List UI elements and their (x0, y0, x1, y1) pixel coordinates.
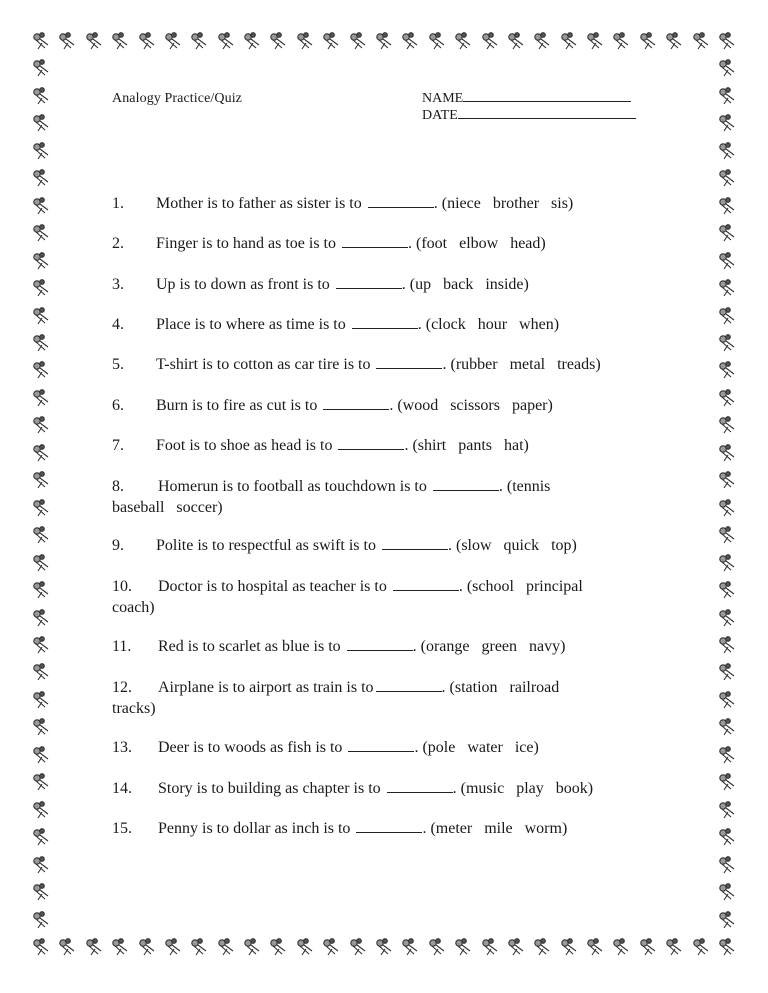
flower-motif-icon (716, 826, 738, 848)
question-number: 6. (112, 397, 124, 414)
question-number: 8. (112, 478, 124, 495)
flower-motif-icon (347, 936, 369, 958)
flower-motif-icon (716, 387, 738, 409)
answer-blank[interactable] (393, 576, 459, 591)
flower-motif-icon (399, 30, 421, 52)
flower-motif-icon (716, 909, 738, 931)
answer-blank[interactable] (387, 778, 453, 793)
flower-motif-icon (716, 414, 738, 436)
question-number: 11. (112, 638, 132, 655)
name-line[interactable] (463, 89, 631, 102)
flower-motif-icon (30, 661, 52, 683)
flower-motif-icon (188, 30, 210, 52)
flower-motif-icon (716, 222, 738, 244)
flower-motif-icon (320, 30, 342, 52)
question-10: 10. Doctor is to hospital as teacher is to . (school principal coach) (112, 578, 583, 616)
answer-options: (rubber metal treads) (450, 356, 601, 373)
flower-motif-icon (30, 85, 52, 107)
answer-options-continued: coach) (112, 599, 155, 616)
flower-motif-icon (30, 936, 52, 958)
flower-motif-icon (690, 30, 712, 52)
flower-motif-icon (241, 936, 263, 958)
question-stem: Deer is to woods as fish is to (158, 739, 343, 756)
flower-motif-icon (347, 30, 369, 52)
flower-motif-icon (30, 552, 52, 574)
flower-motif-icon (30, 222, 52, 244)
flower-motif-icon (56, 30, 78, 52)
flower-motif-icon (505, 30, 527, 52)
flower-motif-icon (83, 30, 105, 52)
flower-motif-icon (716, 112, 738, 134)
answer-options: (school principal (466, 578, 583, 595)
question-13: 13. Deer is to woods as fish is to . (pole water ice) (112, 739, 539, 756)
flower-motif-icon (558, 30, 580, 52)
answer-blank[interactable] (323, 395, 389, 410)
name-label: NAME (422, 91, 464, 106)
flower-motif-icon (716, 195, 738, 217)
flower-motif-icon (109, 936, 131, 958)
question-stem: Polite is to respectful as swift is to (156, 537, 376, 554)
flower-motif-icon (663, 30, 685, 52)
flower-motif-icon (30, 826, 52, 848)
flower-motif-icon (716, 634, 738, 656)
name-field[interactable] (422, 89, 631, 107)
answer-blank[interactable] (347, 636, 413, 651)
flower-motif-icon (637, 936, 659, 958)
answer-options: (meter mile worm) (430, 820, 568, 837)
flower-motif-icon (637, 30, 659, 52)
flower-motif-icon (716, 579, 738, 601)
flower-motif-icon (109, 30, 131, 52)
flower-motif-icon (716, 359, 738, 381)
answer-options: (slow quick top) (455, 537, 577, 554)
flower-motif-icon (716, 661, 738, 683)
flower-motif-icon (373, 30, 395, 52)
question-11: 11. Red is to scarlet as blue is to . (orange green navy) (112, 638, 566, 655)
question-number: 4. (112, 316, 124, 333)
question-8: 8. Homerun is to football as touchdown is to . (tennis baseball soccer) (112, 478, 551, 516)
question-9: 9. Polite is to respectful as swift is to . (slow quick top) (112, 537, 577, 554)
question-number: 13. (112, 739, 132, 756)
flower-motif-icon (716, 607, 738, 629)
answer-blank[interactable] (356, 818, 422, 833)
question-stem: Foot is to shoe as head is to (156, 437, 333, 454)
question-stem: Up is to down as front is to (156, 276, 330, 293)
question-1: 1. Mother is to father as sister is to . (niece brother sis) (112, 195, 574, 212)
flower-motif-icon (215, 936, 237, 958)
flower-motif-icon (30, 881, 52, 903)
question-number: 12. (112, 679, 132, 696)
flower-motif-icon (30, 195, 52, 217)
answer-options: (shirt pants hat) (412, 437, 529, 454)
answer-blank[interactable] (338, 435, 404, 450)
question-number: 14. (112, 780, 132, 797)
flower-motif-icon (30, 277, 52, 299)
flower-motif-icon (716, 716, 738, 738)
flower-motif-icon (716, 305, 738, 327)
flower-motif-icon (610, 30, 632, 52)
flower-motif-icon (241, 30, 263, 52)
question-12: 12. Airplane is to airport as train is to . (station railroad tracks) (112, 679, 560, 717)
flower-motif-icon (30, 799, 52, 821)
flower-motif-icon (558, 936, 580, 958)
answer-blank[interactable] (348, 737, 414, 752)
flower-motif-icon (716, 881, 738, 903)
question-stem: T-shirt is to cotton as car tire is to (156, 356, 371, 373)
question-number: 2. (112, 235, 124, 252)
question-3: 3. Up is to down as front is to . (up back inside) (112, 276, 529, 293)
flower-motif-icon (716, 332, 738, 354)
answer-options: (pole water ice) (422, 739, 539, 756)
answer-blank[interactable] (382, 535, 448, 550)
flower-motif-icon (30, 634, 52, 656)
question-number: 3. (112, 276, 124, 293)
flower-motif-icon (716, 497, 738, 519)
flower-motif-icon (30, 57, 52, 79)
flower-motif-icon (30, 167, 52, 189)
flower-motif-icon (30, 112, 52, 134)
answer-blank[interactable] (352, 314, 418, 329)
flower-motif-icon (30, 607, 52, 629)
flower-motif-icon (426, 936, 448, 958)
flower-motif-icon (610, 936, 632, 958)
flower-motif-icon (30, 689, 52, 711)
flower-motif-icon (56, 936, 78, 958)
flower-motif-icon (716, 167, 738, 189)
flower-motif-icon (30, 387, 52, 409)
flower-motif-icon (716, 85, 738, 107)
answer-options: (foot elbow head) (415, 235, 546, 252)
flower-motif-icon (716, 250, 738, 272)
flower-motif-icon (30, 140, 52, 162)
flower-motif-icon (426, 30, 448, 52)
flower-motif-icon (716, 799, 738, 821)
answer-blank[interactable] (342, 233, 408, 248)
answer-options: (niece brother sis) (441, 195, 574, 212)
question-stem: Penny is to dollar as inch is to (158, 820, 351, 837)
question-stem: Place is to where as time is to (156, 316, 346, 333)
date-field[interactable] (422, 106, 636, 124)
page-title: Analogy Practice/Quiz (112, 91, 243, 106)
flower-motif-icon (30, 332, 52, 354)
question-7: 7. Foot is to shoe as head is to . (shirt pants hat) (112, 437, 529, 454)
flower-motif-icon (320, 936, 342, 958)
answer-options-continued: tracks) (112, 700, 156, 717)
flower-motif-icon (716, 277, 738, 299)
answer-options: (station railroad (449, 679, 560, 696)
flower-motif-icon (30, 250, 52, 272)
question-stem: Burn is to fire as cut is to (156, 397, 318, 414)
answer-options-continued: baseball soccer) (112, 499, 223, 516)
flower-motif-icon (30, 497, 52, 519)
flower-motif-icon (716, 57, 738, 79)
flower-motif-icon (716, 469, 738, 491)
flower-motif-icon (716, 771, 738, 793)
flower-motif-icon (30, 469, 52, 491)
answer-options: (wood scissors paper) (397, 397, 553, 414)
flower-motif-icon (30, 744, 52, 766)
question-number: 9. (112, 537, 124, 554)
flower-motif-icon (30, 854, 52, 876)
question-2: 2. Finger is to hand as toe is to . (foot elbow head) (112, 235, 546, 252)
flower-motif-icon (162, 936, 184, 958)
flower-motif-icon (716, 689, 738, 711)
answer-blank[interactable] (376, 354, 442, 369)
flower-motif-icon (294, 936, 316, 958)
answer-blank[interactable] (368, 193, 434, 208)
flower-motif-icon (716, 442, 738, 464)
flower-motif-icon (479, 936, 501, 958)
question-stem: Story is to building as chapter is to (158, 780, 381, 797)
flower-motif-icon (294, 30, 316, 52)
flower-motif-icon (188, 936, 210, 958)
question-number: 10. (112, 578, 132, 595)
flower-motif-icon (663, 936, 685, 958)
flower-motif-icon (30, 579, 52, 601)
question-number: 7. (112, 437, 124, 454)
question-stem: Airplane is to airport as train is to (158, 679, 374, 696)
flower-motif-icon (716, 854, 738, 876)
question-stem: Red is to scarlet as blue is to (158, 638, 341, 655)
question-stem: Finger is to hand as toe is to (156, 235, 336, 252)
question-14: 14. Story is to building as chapter is to . (music play book) (112, 780, 594, 797)
flower-motif-icon (30, 442, 52, 464)
question-number: 1. (112, 195, 124, 212)
flower-motif-icon (30, 359, 52, 381)
flower-motif-icon (30, 716, 52, 738)
question-6: 6. Burn is to fire as cut is to . (wood scissors paper) (112, 397, 553, 414)
flower-motif-icon (479, 30, 501, 52)
flower-motif-icon (531, 936, 553, 958)
flower-motif-icon (690, 936, 712, 958)
date-label: DATE (422, 108, 458, 123)
question-4: 4. Place is to where as time is to . (clock hour when) (112, 316, 560, 333)
flower-motif-icon (399, 936, 421, 958)
answer-blank[interactable] (376, 677, 442, 692)
flower-motif-icon (373, 936, 395, 958)
flower-motif-icon (136, 30, 158, 52)
question-15: 15. Penny is to dollar as inch is to . (meter mile worm) (112, 820, 568, 837)
flower-motif-icon (30, 909, 52, 931)
flower-motif-icon (716, 524, 738, 546)
answer-options: (up back inside) (409, 276, 529, 293)
flower-motif-icon (30, 771, 52, 793)
answer-options: (tennis (506, 478, 551, 495)
flower-motif-icon (215, 30, 237, 52)
question-stem: Doctor is to hospital as teacher is to (158, 578, 387, 595)
flower-motif-icon (505, 936, 527, 958)
flower-motif-icon (716, 140, 738, 162)
answer-options: (clock hour when) (425, 316, 560, 333)
flower-motif-icon (30, 524, 52, 546)
flower-motif-icon (452, 30, 474, 52)
answer-blank[interactable] (336, 274, 402, 289)
question-number: 15. (112, 820, 132, 837)
question-5: 5. T-shirt is to cotton as car tire is to . (rubber metal treads) (112, 356, 601, 373)
question-number: 5. (112, 356, 124, 373)
flower-motif-icon (30, 30, 52, 52)
flower-motif-icon (716, 30, 738, 52)
flower-motif-icon (30, 414, 52, 436)
answer-options: (music play book) (460, 780, 594, 797)
flower-motif-icon (716, 936, 738, 958)
question-stem: Homerun is to football as touchdown is to (158, 478, 427, 495)
flower-motif-icon (716, 744, 738, 766)
flower-motif-icon (452, 936, 474, 958)
flower-motif-icon (584, 936, 606, 958)
flower-motif-icon (584, 30, 606, 52)
flower-motif-icon (267, 30, 289, 52)
flower-motif-icon (267, 936, 289, 958)
date-line[interactable] (458, 106, 636, 119)
flower-motif-icon (716, 552, 738, 574)
question-stem: Mother is to father as sister is to (156, 195, 362, 212)
flower-motif-icon (162, 30, 184, 52)
answer-blank[interactable] (433, 476, 499, 491)
flower-motif-icon (531, 30, 553, 52)
flower-motif-icon (30, 305, 52, 327)
flower-motif-icon (136, 936, 158, 958)
answer-options: (orange green navy) (420, 638, 566, 655)
flower-motif-icon (83, 936, 105, 958)
